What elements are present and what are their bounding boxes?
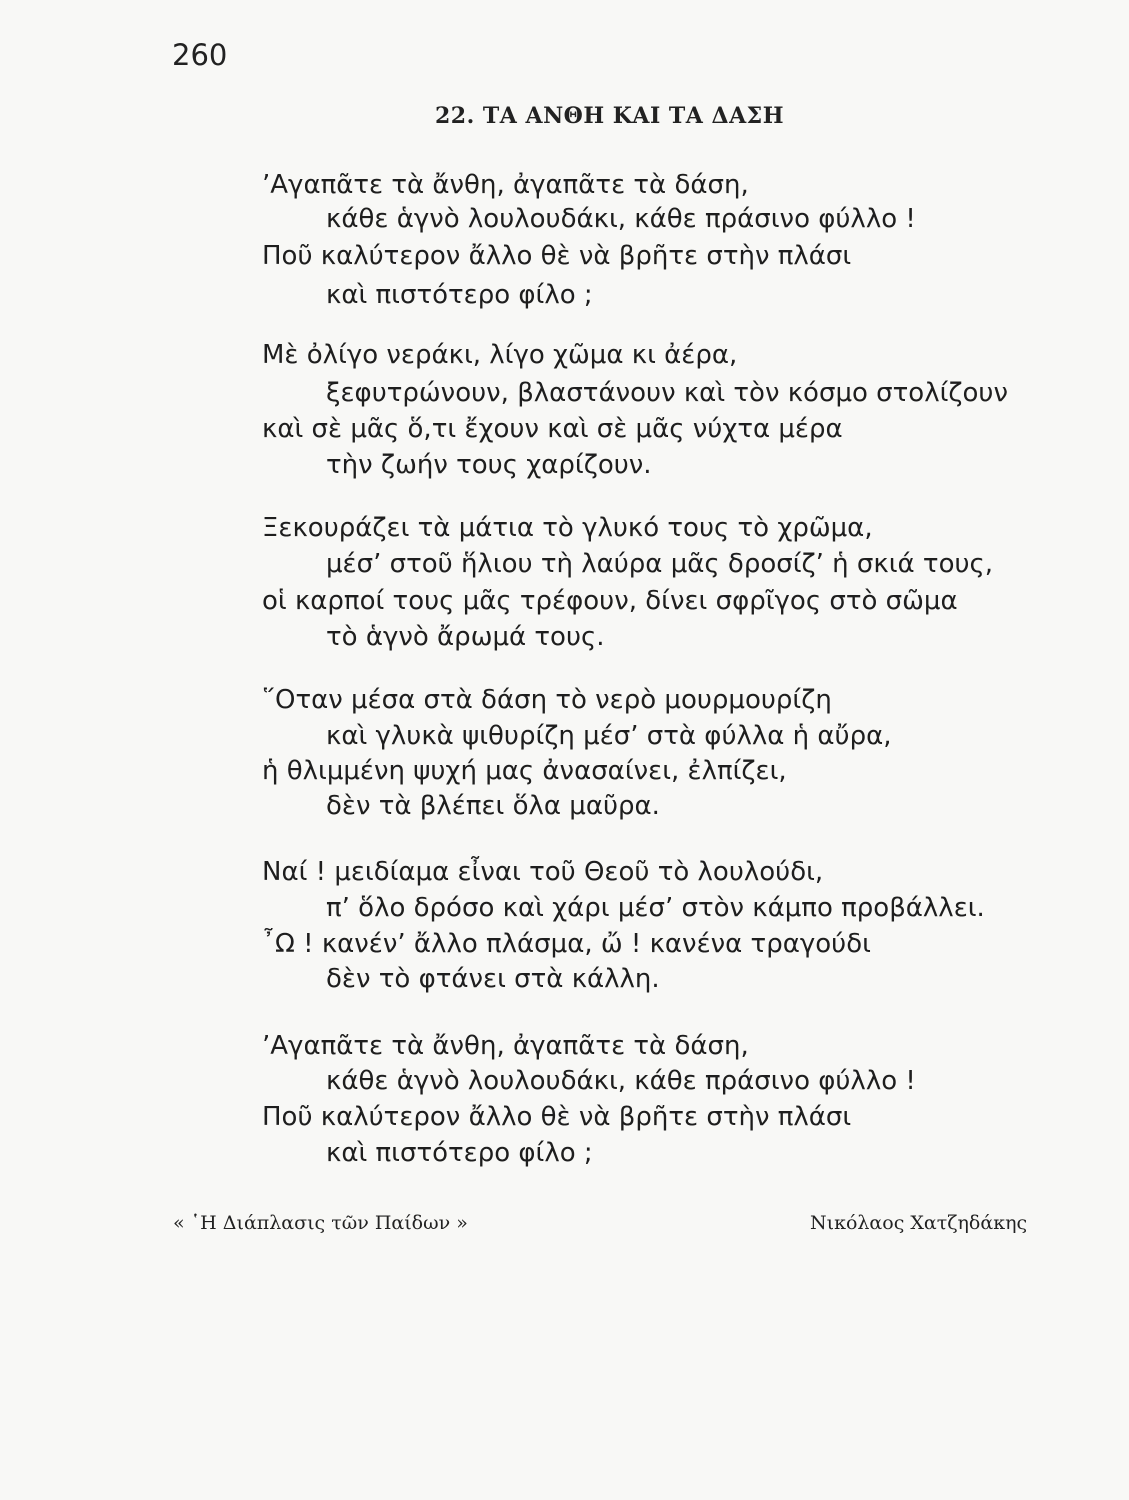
poem-line: Ξεκουράζει τὰ μάτια τὸ γλυκό τους τὸ χρῶμα,	[262, 513, 873, 543]
poem-line: τὴν ζωήν τους χαρίζουν.	[326, 450, 652, 480]
poem-line: καὶ πιστότερο φίλο ;	[326, 1138, 593, 1168]
poem-line: οἱ καρποί τους μᾶς τρέφουν, δίνει σφρῖγος στὸ σῶμα	[262, 586, 958, 616]
poem-line: ξεφυτρώνουν, βλαστάνουν καὶ τὸν κόσμο στολίζουν	[326, 378, 1008, 408]
poem-line: Ναί ! μειδίαμα εἶναι τοῦ Θεοῦ τὸ λουλούδι,	[262, 857, 824, 887]
poem-line: μέσ’ στοῦ ἥλιου τὴ λαύρα μᾶς δροσίζ’ ἡ σκιά τους,	[326, 549, 994, 579]
poem-line: καὶ σὲ μᾶς ὅ,τι ἔχουν καὶ σὲ μᾶς νύχτα μέρα	[262, 414, 843, 444]
poem-line: δὲν τὸ φτάνει στὰ κάλλη.	[326, 964, 660, 994]
poem-line: Μὲ ὀλίγο νεράκι, λίγο χῶμα κι ἀέρα,	[262, 340, 738, 370]
poem-line: ῏Ω ! κανέν’ ἄλλο πλάσμα, ὤ ! κανένα τραγούδι	[262, 929, 871, 959]
poem-line: ῞Οταν μέσα στὰ δάση τὸ νερὸ μουρμουρίζη	[262, 685, 832, 715]
poem-line: δὲν τὰ βλέπει ὅλα μαῦρα.	[326, 791, 660, 821]
poem-line: κάθε ἁγνὸ λουλουδάκι, κάθε πράσινο φύλλο !	[326, 204, 916, 234]
author-name: Νικόλαος Χατζηδάκης	[810, 1212, 1028, 1234]
poem-line: π’ ὅλο δρόσο καὶ χάρι μέσ’ στὸν κάμπο προβάλλει.	[326, 893, 985, 923]
poem-line: κάθε ἁγνὸ λουλουδάκι, κάθε πράσινο φύλλο !	[326, 1066, 916, 1096]
poem-line: ἡ θλιμμένη ψυχή μας ἀνασαίνει, ἐλπίζει,	[262, 756, 787, 786]
poem-line: καὶ γλυκὰ ψιθυρίζη μέσ’ στὰ φύλλα ἡ αὔρα,	[326, 721, 892, 751]
poem-title: 22. ΤΑ ΑΝΘΗ ΚΑΙ ΤΑ ΔΑΣΗ	[434, 103, 785, 129]
page-number: 260	[172, 38, 228, 72]
source-citation: « ῾Η Διάπλασις τῶν Παίδων »	[173, 1212, 468, 1234]
poem-line: καὶ πιστότερο φίλο ;	[326, 280, 593, 310]
poem-line: Ποῦ καλύτερον ἄλλο θὲ νὰ βρῆτε στὴν πλάσι	[262, 241, 852, 271]
poem-line: ’Αγαπᾶτε τὰ ἄνθη, ἀγαπᾶτε τὰ δάση,	[262, 1031, 749, 1061]
poem-line: ’Αγαπᾶτε τὰ ἄνθη, ἀγαπᾶτε τὰ δάση,	[262, 170, 749, 200]
poem-line: Ποῦ καλύτερον ἄλλο θὲ νὰ βρῆτε στὴν πλάσι	[262, 1102, 852, 1132]
poem-line: τὸ ἁγνὸ ἄρωμά τους.	[326, 622, 605, 652]
